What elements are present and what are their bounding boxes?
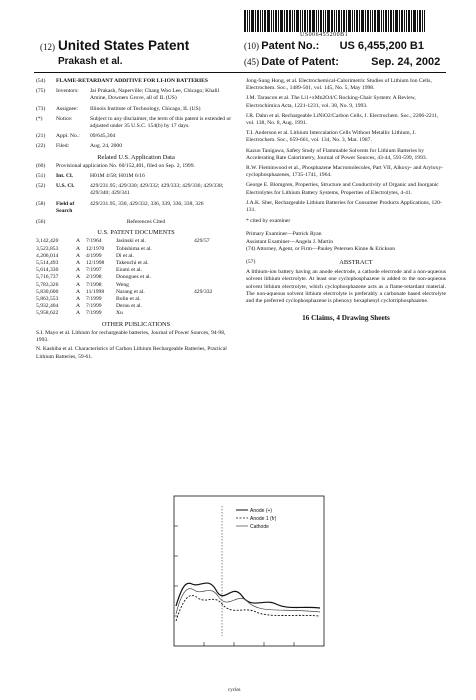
plot-legend — [236, 508, 277, 530]
field-code: (21) — [36, 133, 46, 140]
us-patents-title: U.S. PATENT DOCUMENTS — [97, 229, 175, 237]
reference-date: 7/1999 — [86, 296, 102, 303]
classification-field — [36, 173, 236, 180]
reference-class — [194, 282, 224, 289]
field-label: Filed: — [56, 143, 70, 150]
field-label: Assignee: — [56, 105, 79, 112]
classification-field — [36, 183, 236, 197]
related-field — [36, 163, 236, 170]
reference-name: Tobishima et al. — [116, 245, 152, 252]
reference-number: 5,514,493 — [36, 260, 59, 267]
field-code: (75) — [36, 88, 46, 95]
field-value: H01M 4/58; H01M 6/16 — [90, 173, 145, 180]
references-code: (56) — [36, 219, 46, 226]
reference-date: 7/1998 — [86, 281, 102, 288]
publication-entry: I.R. Dahn et al. Rechargeable LiNiO2/Carbon Cells, J. Electrochem. Soc., 2206-2211, vol. 138, No. 8, Aug. 1991. — [246, 112, 439, 127]
reference-number: 5,716,737 — [36, 274, 59, 281]
reference-kind: A — [76, 296, 81, 303]
reference-name: Xu — [116, 310, 123, 317]
patent-number: US 6,455,200 B1 — [339, 40, 424, 52]
reference-class: 429/57 — [194, 238, 210, 245]
reference-date: 2/1998 — [86, 274, 102, 281]
field-label: Appl. No.: — [56, 133, 80, 140]
field-label: Int. Cl. — [56, 173, 73, 180]
table-row — [36, 238, 236, 245]
primary-examiner: Primary Examiner—Patrick Ryan — [246, 231, 322, 238]
field-label: Inventors: — [56, 88, 79, 95]
reference-number: 3,142,420 — [36, 238, 59, 245]
reference-name: Weng — [116, 281, 129, 288]
publication-entry: S.I. Mayo et al. Lithium for rechargeable batteries, Journal of Power Sources, 94-98, 1993. — [36, 329, 226, 344]
reference-class — [194, 253, 224, 260]
table-row — [36, 303, 236, 310]
assistant-examiner: Assistant Examiner—Angela J. Martin — [246, 238, 333, 245]
reference-table — [36, 238, 236, 317]
related-value: Provisional application No. 60/152,401, filed on Sep. 2, 1999. — [56, 162, 195, 169]
plot-ticks — [174, 526, 294, 646]
field-label: Notice: — [56, 115, 73, 122]
reference-number: 4,206,014 — [36, 252, 59, 259]
publication-entry: R.W. Fleminwood et al., Phosphazene Macromolecules, Part VII, Alkoxy- and Aryloxy-cyclophosphazenes, 1735-1741, 1964. — [246, 165, 443, 179]
reference-class — [194, 267, 224, 274]
field-code: (58) — [36, 200, 46, 207]
reference-kind: A — [76, 310, 81, 317]
barcode — [244, 10, 444, 32]
reference-kind: A — [76, 281, 81, 288]
other-publications-title: OTHER PUBLICATIONS — [101, 320, 171, 328]
field-code: (22) — [36, 143, 46, 150]
reference-name: Di et al. — [116, 252, 134, 259]
table-row — [36, 296, 236, 303]
field-code: (*) — [36, 115, 43, 122]
reference-number: 5,932,404 — [36, 303, 59, 310]
reference-class — [194, 310, 224, 317]
bib-field — [36, 78, 236, 85]
table-row — [36, 282, 236, 289]
patent-date-code: (45) — [244, 57, 259, 67]
reference-name: Derau et al. — [116, 303, 142, 310]
patent-number-line — [244, 40, 424, 52]
abstract-header — [246, 259, 446, 266]
field-code: (52) — [36, 183, 46, 190]
inventor-short: Prakash et al. — [58, 56, 123, 67]
table-row — [36, 289, 236, 296]
field-value: FLAME-RETARDANT ADDITIVE FOR LI-ION BATTERIES — [56, 78, 208, 84]
publication-entry: T.I. Anderson et al. Lithium Intercalation Cells Without Metallic Lithium, J. Electrochem. Soc., 659-661, vol. 134, No. 3, Mar. 1987. — [246, 130, 416, 144]
reference-date: 12/1998 — [86, 260, 105, 267]
related-code: (60) — [36, 162, 46, 169]
abstract-title: ABSTRACT — [339, 259, 373, 267]
reference-date: 7/1999 — [86, 303, 102, 310]
table-row — [36, 260, 236, 267]
reference-name: Jasinski et al. — [116, 238, 146, 245]
patent-date-label: Date of Patent: — [261, 56, 339, 68]
reference-date: 7/1964 — [86, 238, 102, 245]
abstract-text: A lithium-ion battery having an anode electrode, a cathode electrode and a non-aqueous solvent lithium electrolyte. At least one cyclophosphazene is added to the non-aqueous solvent lithium electrolyte, which cyclophosphazene acts as a flame-retardant material. The non-aqueous solvent lithium electrolyte is preferably a carbonate based electrolyte and the preferred cyclophosphazene is phenoxy hexaphenyl cyclotriphosphazene. — [246, 269, 446, 305]
reference-date: 7/1999 — [86, 310, 102, 317]
field-value: Aug. 24, 2000 — [90, 143, 123, 150]
other-publications-right — [246, 78, 446, 214]
patent-number-label: Patent No.: — [261, 40, 320, 52]
reference-name: Donogues et al. — [116, 274, 151, 281]
reference-class — [194, 246, 224, 253]
document-title: United States Patent — [58, 38, 190, 53]
reference-kind: A — [76, 303, 81, 310]
publication-entry: Jong-Sung Hong, et al. Electrochemical-Calorimetric Studies of Lithium Ion Cells, Electrochem. Soc., 1489-501, vol. 145, No. 5, May 1998. — [246, 78, 432, 92]
barcode-number: US006455200B1 — [300, 32, 349, 38]
reference-kind: A — [76, 252, 81, 259]
patent-date: Sep. 24, 2002 — [371, 56, 441, 68]
field-value: Subject to any disclaimer, the term of this patent is extended or adjusted under 35 U.S.C. 154(b) by 17 days. — [90, 115, 232, 130]
reference-name: Takeuchi et al. — [116, 260, 149, 267]
axis-label: cycles — [228, 688, 241, 693]
reference-class: 429/332 — [194, 288, 213, 295]
publication-entry: George E. Blomgren, Properties, Structure and Conductivity of Organic and Inorganic Electrolytes for Lithium Battery Systems, Properties of Electrolytes, 4-41. — [246, 182, 439, 196]
field-label: U.S. Cl. — [56, 183, 75, 190]
right-column — [246, 78, 446, 322]
abstract-code: (57) — [246, 259, 256, 266]
field-value: Jai Prakash, Naperville; Chang Woo Lee, Chicago; Khalil Amine, Downers Grove, all of IL (US) — [90, 88, 220, 102]
curve-2 — [176, 596, 320, 621]
reference-date: 11/1998 — [86, 288, 105, 295]
reference-kind: A — [76, 274, 81, 281]
legend-label-2: Anode 1 (fr) — [250, 516, 277, 522]
reference-kind: A — [76, 245, 81, 252]
bib-field — [36, 116, 236, 130]
left-column — [36, 78, 236, 363]
bib-field — [36, 88, 236, 102]
related-title: Related U.S. Application Data — [97, 153, 175, 161]
references-header — [36, 219, 236, 226]
field-value: 09/645,304 — [90, 133, 116, 140]
representative-drawing — [152, 486, 332, 666]
references-title: References Cited — [126, 219, 166, 226]
reference-date: 12/1970 — [86, 245, 105, 252]
publication-entry: J.M. Tarascon et al. The Li1+xMn2O4/C Rocking-Chair System: A Review, Electrochimica Acta, 1221-1231, vol. 38, No. 9, 1993. — [246, 95, 416, 109]
reference-date: 7/1997 — [86, 267, 102, 274]
reference-number: 5,783,326 — [36, 281, 59, 288]
reference-date: 4/1999 — [86, 252, 102, 259]
reference-kind: A — [76, 288, 81, 295]
reference-class — [194, 260, 224, 267]
reference-name: Bolin et al. — [116, 296, 141, 303]
header-rule — [34, 72, 446, 73]
reference-number: 5,830,600 — [36, 288, 59, 295]
legend-label-1: Anode (+) — [250, 508, 273, 514]
bib-field — [36, 133, 236, 140]
reference-name: Eiumi et al. — [116, 267, 142, 274]
claims-summary: 16 Claims, 4 Drawing Sheets — [302, 314, 390, 323]
curve-1 — [176, 583, 320, 608]
other-publications-left — [36, 330, 236, 361]
reference-kind: A — [76, 267, 81, 274]
legend-label-3: Cathode — [250, 524, 269, 530]
publication-entry: J.A.K. Sher, Rechargeable Lithium Batteries for Consumer Products Applications, 120-131. — [246, 199, 442, 214]
reference-name: Narang et al. — [116, 288, 145, 295]
classification-field — [36, 201, 236, 215]
reference-class — [194, 296, 224, 303]
field-code: (51) — [36, 173, 46, 180]
table-row — [36, 310, 236, 317]
table-row — [36, 253, 236, 260]
field-value: 429/231.95, 330, 429/332, 336, 339, 336, 338, 326 — [90, 200, 204, 207]
attorney: (74) Attorney, Agent, or Firm—Pauley Petersen Kinne & Erickson — [246, 245, 396, 252]
kind-code: (12) — [40, 42, 55, 52]
reference-number: 5,614,330 — [36, 267, 59, 274]
patent-number-code: (10) — [244, 41, 259, 51]
patent-date-line — [244, 56, 440, 68]
field-value: Illinois Institute of Technology, Chicago, IL (US) — [90, 105, 201, 112]
plot-frame — [174, 496, 324, 646]
publication-entry: Kazuo Tanigawa, Safety Study of Flammable Solvents for Lithium Batteries by Accelerating Rate Calorimetry, Journal of Power Sources, 43-44, 593-599, 1993. — [246, 147, 428, 161]
table-row — [36, 246, 236, 253]
table-row — [36, 267, 236, 274]
field-label: Field of Search — [56, 200, 75, 214]
reference-class — [194, 303, 224, 310]
publication-entry: N. Kashiba et al. Characteristics of Carbon Lithium Rechargeable Batteries, Practical Lithium Batteries, 59-61. — [36, 346, 227, 360]
reference-class — [194, 274, 224, 281]
field-code: (73) — [36, 105, 46, 112]
bibliographic-fields — [36, 78, 236, 151]
bib-field — [36, 143, 236, 150]
cited-by-note: * cited by examiner — [246, 218, 291, 225]
reference-number: 3,523,853 — [36, 245, 59, 252]
reference-number: 5,958,622 — [36, 310, 59, 317]
table-row — [36, 274, 236, 281]
field-code: (54) — [36, 78, 46, 84]
reference-kind: A — [76, 260, 81, 267]
field-value: 429/231.95; 429/330; 429/332; 429/333; 429/336; 429/338; 429/340; 429/341 — [90, 183, 224, 197]
classification-fields — [36, 173, 236, 215]
reference-number: 5,863,553 — [36, 296, 59, 303]
reference-kind: A — [76, 238, 81, 245]
drawing-plot — [152, 486, 332, 666]
bib-field — [36, 106, 236, 113]
